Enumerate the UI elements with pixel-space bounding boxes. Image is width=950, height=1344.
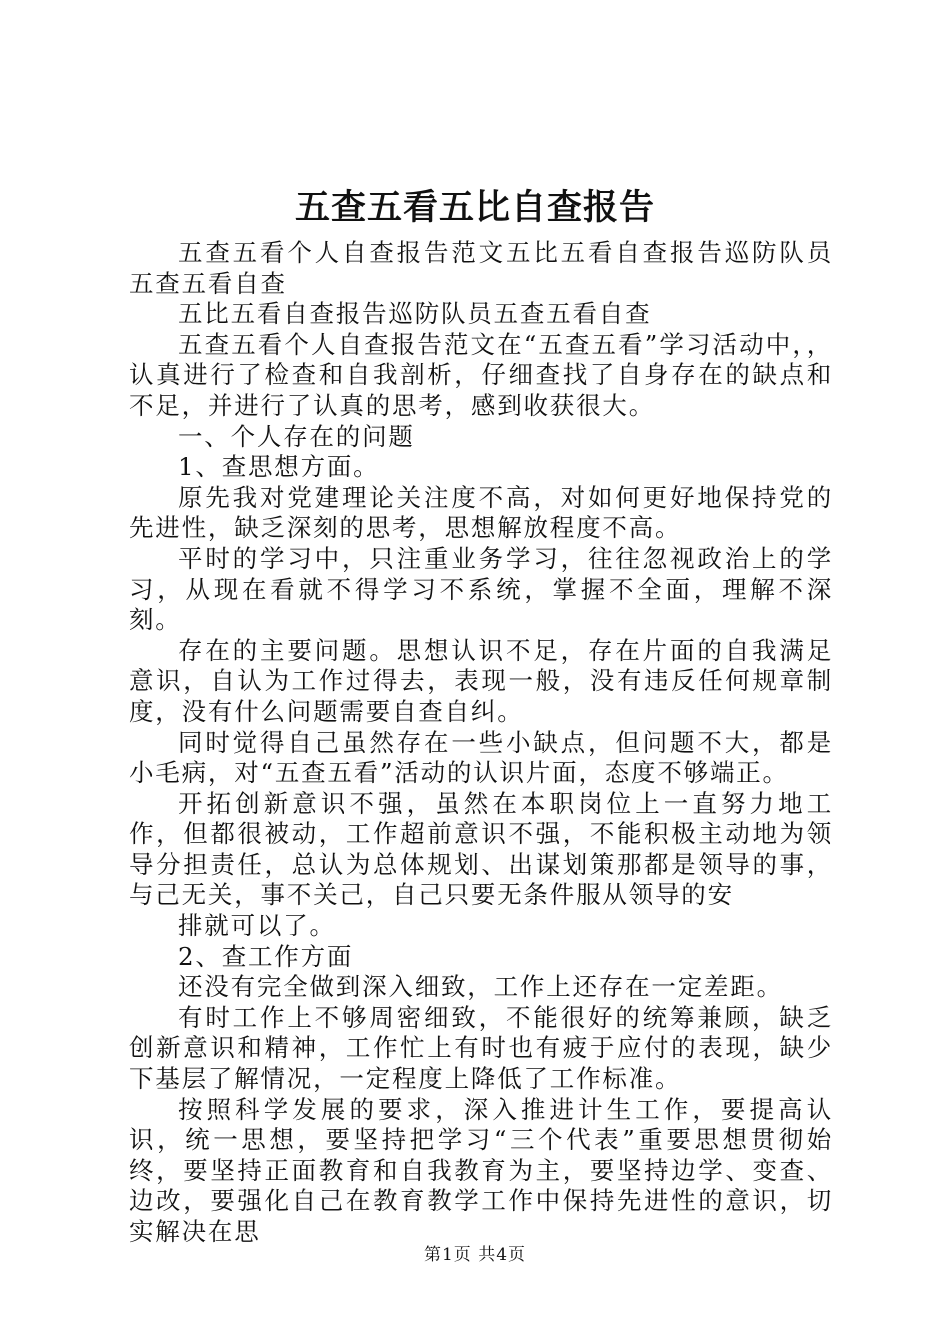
paragraph: 五查五看个人自查报告范文在“五查五看”学习活动中，，认真进行了检查和自我剖析，仔细查找了自身存在的缺点和不足，并进行了认真的思考，感到收获很大。 bbox=[129, 329, 833, 420]
paragraph: 排就可以了。 bbox=[178, 911, 336, 941]
paragraph: 原先我对党建理论关注度不高，对如何更好地保持党的先进性，缺乏深刻的思考，思想解放程度不高。 bbox=[129, 482, 833, 543]
paragraph: 五查五看个人自查报告范文五比五看自查报告巡防队员五查五看自查 bbox=[129, 238, 833, 298]
document-title: 五查五看五比自查报告 bbox=[294, 187, 655, 228]
paragraph: 五比五看自查报告巡防队员五查五看自查 bbox=[178, 299, 652, 329]
subsection-heading: 1、查思想方面。 bbox=[178, 452, 380, 482]
page-number-footer: 第1页 共4页 bbox=[423, 1245, 527, 1265]
document-body bbox=[129, 238, 833, 1248]
paragraph: 有时工作上不够周密细致，不能很好的统筹兼顾，缺乏创新意识和精神，工作忙上有时也有疲于应付的表现，缺少下基层了解情况，一定程度上降低了工作标准。 bbox=[129, 1002, 833, 1094]
paragraph: 开拓创新意识不强，虽然在本职岗位上一直努力地工作，但都很被动，工作超前意识不强，不能积极主动地为领导分担责任，总认为总体规划、出谋划策那都是领导的事，与己无关，事不关己，自己只要无条件服从领导的安 bbox=[129, 788, 833, 910]
paragraph: 存在的主要问题。思想认识不足，存在片面的自我满足意识，自认为工作过得去，表现一般，没有违反任何规章制度，没有什么问题需要自查自纠。 bbox=[129, 635, 833, 726]
paragraph: 同时觉得自己虽然存在一些小缺点，但问题不大，都是小毛病，对“五查五看”活动的认识片面，态度不够端正。 bbox=[129, 727, 833, 788]
section-heading: 一、个人存在的问题 bbox=[178, 421, 415, 451]
paragraph: 还没有完全做到深入细致，工作上还存在一定差距。 bbox=[178, 972, 783, 1002]
subsection-heading: 2、查工作方面 bbox=[178, 941, 354, 971]
paragraph: 平时的学习中，只注重业务学习，往往忽视政治上的学习，从现在看就不得学习不系统，掌握不全面，理解不深刻。 bbox=[129, 543, 833, 635]
paragraph: 按照科学发展的要求，深入推进计生工作，要提高认识，统一思想，要坚持把学习“三个代表”重要思想贯彻始终，要坚持正面教育和自我教育为主，要坚持边学、变查、边改，要强化自己在教育教学工作中保持先进性的意识，切实解决在思 bbox=[129, 1094, 833, 1246]
